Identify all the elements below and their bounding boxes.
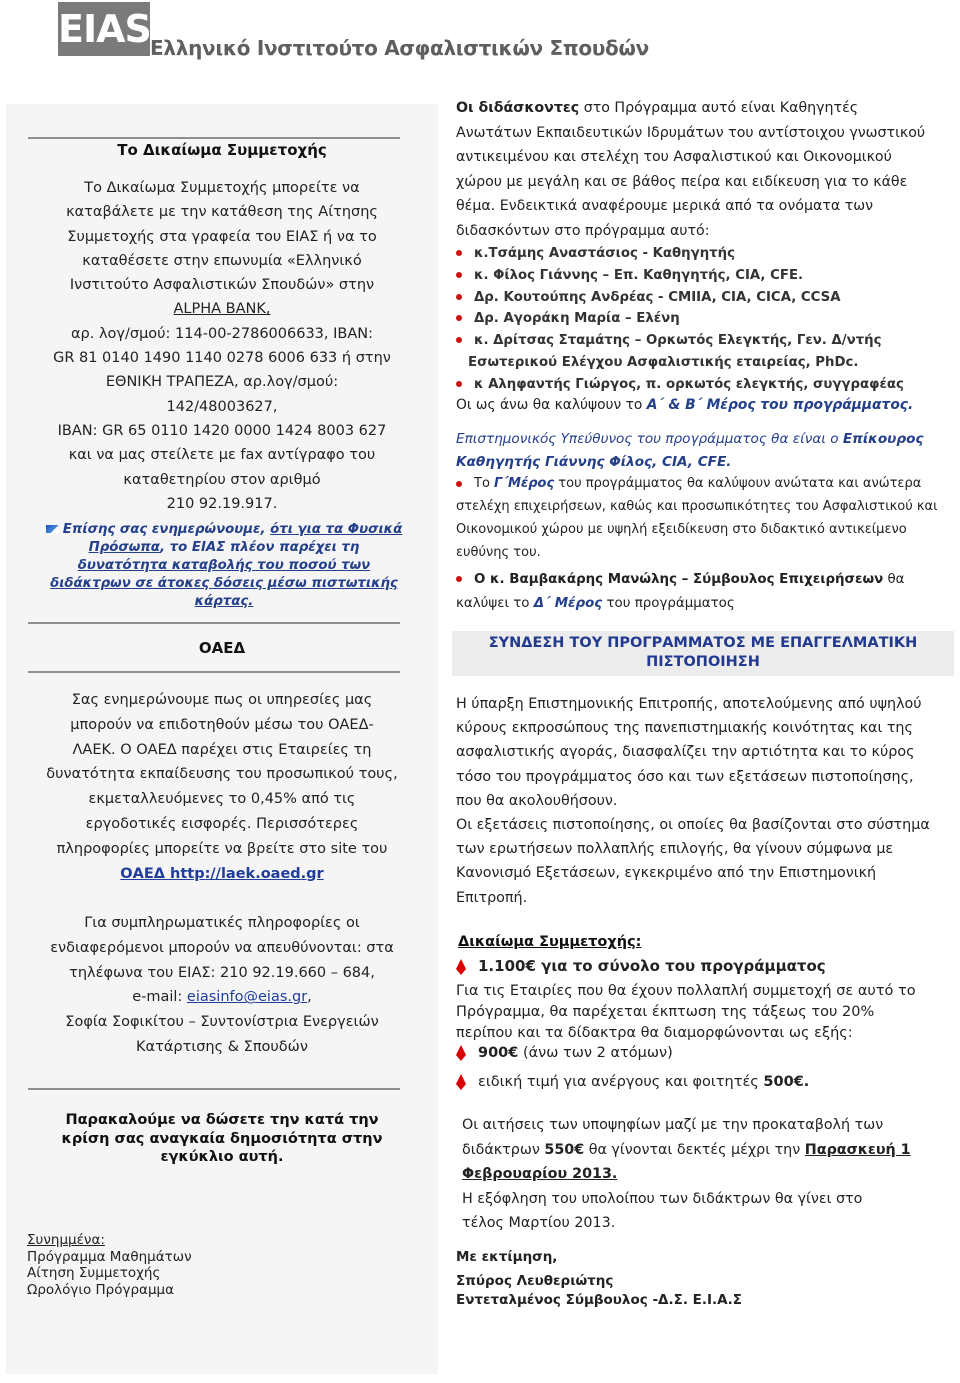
list-item: κ Αληφαντής Γιώργος, π. ορκωτός ελεγκτής, συγγραφέας [456, 374, 952, 396]
installments-notice: Επίσης σας ενημερώνουμε, ότι για τα Φυσικά Πρόσωπα, το ΕΙΑΣ πλέον παρέχει τη δυνατότητα καταβολής του ποσού των διδάκτρων σε άτοκες δόσεις μέσω πιστωτικής κάρτας. [40, 521, 408, 611]
list-item: Δρ. Αγοράκη Μαρία – Ελένη [456, 308, 952, 330]
bullet-icon [456, 576, 462, 582]
payment-title: Το Δικαίωμα Συμμετοχής [117, 141, 327, 159]
fee-main: 1.100€ για το σύνολο του προγράμματος [456, 956, 956, 978]
attachment-item[interactable]: Ωρολόγιο Πρόγραμμα [27, 1281, 175, 1298]
oaed-title: ΟΑΕΔ [198, 639, 246, 657]
bullet-icon [46, 525, 59, 533]
teachers-list [456, 243, 952, 396]
list-item: Δρ. Κουτούπης Ανδρέας - CMIIA, CIA, CICA, CCSA [456, 287, 952, 309]
fee-900: 900€ (άνω των 2 ατόμων) [456, 1043, 956, 1064]
cover-note: Οι ως άνω θα καλύψουν το Α΄ & Β΄ Μέρος του προγράμματος. [456, 397, 914, 413]
signer-role: Εντεταλμένος Σύμβουλος -Δ.Σ. Ε.Ι.Α.Σ [456, 1292, 742, 1308]
logo: EIΑS [58, 2, 150, 56]
attachment-item[interactable]: Πρόγραμμα Μαθημάτων [27, 1248, 192, 1265]
fee-title: Δικαίωμα Συμμετοχής: [458, 934, 642, 950]
list-item: Εσωτερικού Ελέγχου Ασφαλιστικής εταιρείας, PhDc. [468, 354, 859, 370]
bullet-icon [456, 272, 462, 278]
oaed-link[interactable]: ΟΑΕΔ http://laek.oaed.gr [120, 865, 324, 882]
bullet-icon [456, 481, 462, 487]
scientific-director: Επιστημονικός Υπεύθυνος του προγράμματος θα είναι ο Επίκουρος Καθηγητής Γιάννης Φίλος, CIA, CFE. [456, 431, 924, 470]
list-item: κ.Τσάμης Αναστάσιος - Καθηγητής [456, 243, 952, 265]
certification-text: Η ύπαρξη Επιστημονικής Επιτροπής, αποτελούμενης από υψηλού κύρους εκπροσώπους της πανεπιστημιακής κοινότητας και της ασφαλιστικής αγοράς, διασφαλίζει την αρτιότητα και το κύρος τόσο του προγράμματος όσο και των εξετάσεων πιστοποίησης, που θα ακολουθήσουν. Οι εξετάσεις πιστοποίησης, οι οποίες θα βασίζονται στο σύστημα των ερωτήσεων πολλαπλής επιλογής, θα γίνουν σύμφωνα με Κανονισμό Εξετάσεων, εγκεκριμένο από την Επιστημονική Επιτροπή. [456, 696, 930, 906]
publicity-request: Παρακαλούμε να δώσετε την κατά την κρίση σας αναγκαία δημοσιότητα στην εγκύκλιο αυτή. [61, 1112, 383, 1165]
diamond-bullet-icon [456, 959, 466, 969]
attachments: Συνημμένα: Πρόγραμμα Μαθημάτων Αίτηση Συμμετοχής Ωρολόγιο Πρόγραμμα [27, 1232, 407, 1298]
part-c: Το Γ΄Μέρος του προγράμματος θα καλύψουν ανώτατα και ανώτερα στελέχη επιχειρήσεων, καθώς και προσωπικότητες του Ασφαλιστικού και Οικονομικού χώρου με υψηλή εξειδίκευση στο διδακτικό αντικείμενο ευθύνης του. [456, 476, 938, 560]
bullet-icon [456, 294, 462, 300]
bullet-icon [456, 381, 462, 387]
email-link[interactable]: eiasinfo@eias.gr [186, 989, 308, 1006]
divider [28, 137, 400, 139]
divider [28, 1088, 400, 1090]
divider [28, 671, 400, 673]
signer-name: Σπύρος Λευθεριώτης [456, 1273, 614, 1289]
divider [28, 622, 400, 624]
oaed-text: Σας ενημερώνουμε πως οι υπηρεσίες μας μπορούν να επιδοτηθούν μέσω του ΟΑΕΔ- ΛΑΕΚ. Ο ΟΑΕΔ παρέχει στις Εταιρείες τη δυνατότητα εκπαίδευσης του προσωπικού τους, εκμεταλλευόμενες το 0,45% από τις εργοδοτικές εισφορές. Περισσότερες πληροφορίες μπορείτε να βρείτε στο site του ΟΑΕΔ http://laek.oaed.gr [46, 692, 398, 882]
part-d: Ο κ. Βαμβακάρης Μανώλης – Σύμβουλος Επιχειρήσεων θα καλύψει το Δ΄ Μέρος του προγράμματος [456, 572, 905, 611]
diamond-bullet-icon [456, 1074, 466, 1084]
diamond-bullet-icon [456, 1045, 466, 1055]
list-item: κ. Δρίτσας Σταμάτης – Ορκωτός Ελεγκτής, Γεν. Δ/ντής [456, 330, 952, 352]
teachers-intro: Οι διδάσκοντες στο Πρόγραμμα αυτό είναι Καθηγητές Ανωτάτων Εκπαιδευτικών Ιδρυμάτων του αντίστοιχου γνωστικού αντικειμένου και στελέχη του Ασφαλιστικού και Οικονομικού χώρου με μεγάλη και σε βάθος πείρα και ειδίκευση για το κάθε θέμα. Ενδεικτικά αναφέρουμε μερικά από τα ονόματα των διδασκόντων στο πρόγραμμα αυτό: [456, 100, 926, 239]
fee-discount: Για τις Εταιρίες που θα έχουν πολλαπλή συμμετοχή σε αυτό το Πρόγραμμα, θα παρέχεται έκπτωση της τάξεως του 20% περίπου και τα δίδακτρα θα διαμορφώνονται ως εξής: [456, 983, 916, 1041]
application-deadline: Οι αιτήσεις των υποψηφίων μαζί με την προκαταβολή των διδάκτρων 550€ θα γίνονται δεκτές μέχρι την Παρασκευή 1 Φεβρουαρίου 2013. Η εξόφληση του υπολοίπου των διδάκτρων θα γίνει στο τέλος Μαρτίου 2013. [462, 1117, 911, 1231]
contact-info: Για συμπληρωματικές πληροφορίες οι ενδιαφερόμενοι μπορούν να απευθύνονται: στα τηλέφωνα του ΕΙΑΣ: 210 92.19.660 – 684, e-mail: eiasinfo@eias.gr, Σοφία Σοφικίτου – Συντονίστρια Ενεργειών Κατάρτισης & Σπουδών [50, 915, 394, 1055]
fee-special: ειδική τιμή για ανέργους και φοιτητές 500€. [456, 1072, 956, 1093]
attachment-item[interactable]: Αίτηση Συμμετοχής [27, 1265, 161, 1281]
payment-text: Το Δικαίωμα Συμμετοχής μπορείτε να καταβάλετε με την κατάθεση της Αίτησης Συμμετοχής στα γραφεία του ΕΙΑΣ ή να το καταθέσετε στην επωνυμία «Ελληνικό Ινστιτούτο Ασφαλιστικών Σπουδών» στην ALPHA BANK, αρ. λογ/σμού: 114-00-2786006633, IBAN: GR 81 0140 1490 1140 0278 6006 633 ή στην ΕΘΝΙΚΗ ΤΡΑΠΕΖΑ, αρ.λογ/σμού: 142/48003627, IBAN: GR 65 0110 1420 0000 1424 8003 627 και να μας στείλετε με fax αντίγραφο του καταθετηρίου στον αριθμό 210 92.19.917. [53, 180, 391, 512]
bullet-icon [456, 337, 462, 343]
list-item: κ. Φίλος Γιάννης – Επ. Καθηγητής, CIA, CFE. [456, 265, 952, 287]
bullet-icon [456, 315, 462, 321]
certification-banner: ΣΥΝΔΕΣΗ ΤΟΥ ΠΡΟΓΡΑΜΜΑΤΟΣ ΜΕ ΕΠΑΓΓΕΛΜΑΤΙΚΗ ΠΙΣΤΟΠΟΙΗΣΗ [452, 631, 954, 676]
institute-name: Ελληνικό Ινστιτούτο Ασφαλιστικών Σπουδών [150, 36, 649, 60]
bullet-icon [456, 250, 462, 256]
closing: Με εκτίμηση, [456, 1249, 558, 1265]
